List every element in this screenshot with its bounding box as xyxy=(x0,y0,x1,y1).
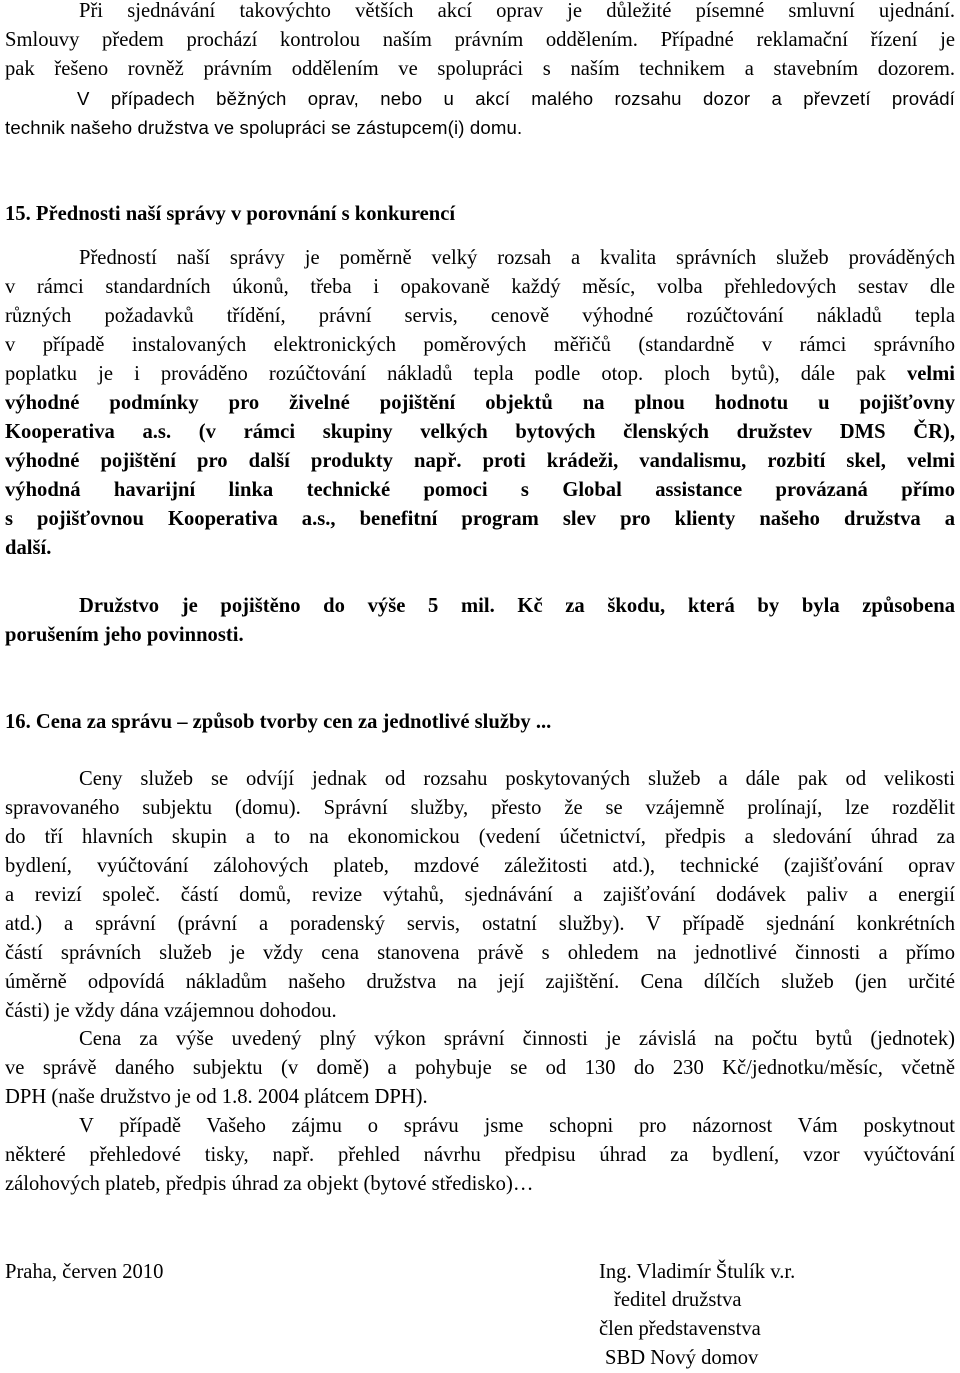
section-16-paragraph-3 xyxy=(5,1112,955,1199)
intro-paragraph-1 xyxy=(5,0,955,84)
text-line: Předností naší správy je poměrně velký rozsah a kvalita správních služeb prováděných xyxy=(79,247,955,269)
text-line: spravovaného subjektu (domu). Správní služby, přesto že se vzájemně prolínají, lze rozdělit xyxy=(5,797,955,819)
text-line-bold: s pojišťovnou Kooperativa a.s., benefitní program slev pro klienty našeho družstva a xyxy=(5,508,955,530)
text-line: ve správě daného subjektu (v domě) a pohybuje se od 130 do 230 Kč/jednotku/měsíc, včetně xyxy=(5,1057,955,1079)
text-line: částí správních služeb je vždy cena stanovena právě s ohledem na jednotlivé činnosti a přímo xyxy=(5,942,955,964)
signature-title: ředitel družstva xyxy=(614,1289,742,1311)
text-line: Ceny služeb se odvíjí jednak od rozsahu poskytovaných služeb a dále pak od velikosti xyxy=(79,768,955,790)
text-line-bold: výhodné pojištění pro další produkty např. proti krádeži, vandalismu, rozbití skel, velmi xyxy=(5,450,955,472)
text-segment-bold: velmi xyxy=(906,363,955,385)
text-line: a revizí společ. částí domů, revize výtahů, sjednávání a zajišťování dodávek paliv a energií xyxy=(5,884,955,906)
text-line-bold: Družstvo je pojištěno do výše 5 mil. Kč za škodu, která by byla způsobena xyxy=(79,595,955,617)
text-line: do tří hlavních skupin a to na ekonomickou (vedení účetnictví, předpis a sledování úhrad za xyxy=(5,826,955,848)
section-16-paragraph-2 xyxy=(5,1025,955,1112)
section-16-paragraph-1 xyxy=(5,765,955,1026)
text-line: Smlouvy předem prochází kontrolou naším právním oddělením. Případné reklamační řízení je xyxy=(5,29,955,51)
text-line-bold: porušením jeho povinnosti. xyxy=(5,624,244,646)
text-line: části) je vždy dána vzájemnou dohodou. xyxy=(5,1000,337,1022)
text-line: zálohových plateb, předpis úhrad za objekt (bytové středisko)… xyxy=(5,1173,534,1195)
text-segment: poplatku je i prováděno rozúčtování nákladů tepla podle otop. ploch bytů), dále pak xyxy=(5,363,886,385)
text-line: v případě instalovaných elektronických poměrových měřičů (standardně v rámci správního xyxy=(5,334,955,356)
section-15-heading: 15. Přednosti naší správy v porovnání s konkurencí xyxy=(5,203,456,225)
text-line-bold: další. xyxy=(5,537,52,559)
signature-name: Ing. Vladimír Štulík v.r. xyxy=(599,1261,796,1283)
place-date: Praha, červen 2010 xyxy=(5,1261,164,1283)
text-line: pak řešeno rovněž právním oddělením ve spolupráci s naším technikem a stavebním dozorem. xyxy=(5,58,955,80)
text-line-bold: výhodná havarijní linka technické pomoci s Global assistance provázaná přímo xyxy=(5,479,955,501)
text-line: DPH (naše družstvo je od 1.8. 2004 plátcem DPH). xyxy=(5,1086,428,1108)
text-line-bold: Kooperativa a.s. (v rámci skupiny velkých bytových členských družstev DMS ČR), xyxy=(5,421,955,443)
text-line: úměrně odpovídá nákladům našeho družstva na její zajištění. Cena dílčích služeb (jen určité xyxy=(5,971,955,993)
text-line-bold: výhodné podmínky pro živelné pojištění objektů na plnou hodnotu u pojišťovny xyxy=(5,392,955,414)
intro-paragraph-2 xyxy=(5,84,955,142)
section-15-body xyxy=(5,244,955,563)
signature-role: člen představenstva xyxy=(599,1318,761,1340)
text-line: V případech běžných oprav, nebo u akcí malého rozsahu dozor a převzetí provádí xyxy=(77,88,955,109)
text-line: technik našeho družstva ve spolupráci se zástupcem(i) domu. xyxy=(5,117,523,138)
signature-organization: SBD Nový domov xyxy=(605,1347,759,1369)
text-line: V případě Vašeho zájmu o správu jsme schopni pro názornost Vám poskytnout xyxy=(79,1115,955,1137)
insurance-paragraph xyxy=(5,592,955,650)
text-line: různých požadavků třídění, právní servis, cenově výhodné rozúčtování nákladů tepla xyxy=(5,305,955,327)
text-line xyxy=(5,360,955,389)
text-line: Při sjednávání takovýchto větších akcí oprav je důležité písemné smluvní ujednání. xyxy=(79,0,955,22)
section-16-heading: 16. Cena za správu – způsob tvorby cen za jednotlivé služby ... xyxy=(5,711,552,733)
text-line: bydlení, vyúčtování zálohových plateb, mzdové záležitosti atd.), technické (zajišťování oprav xyxy=(5,855,955,877)
text-line: v rámci standardních úkonů, třeba i opakovaně každý měsíc, volba přehledových sestav dle xyxy=(5,276,955,298)
text-line: některé přehledové tisky, např. přehled návrhu předpisu úhrad za bydlení, vzor vyúčtování xyxy=(5,1144,955,1166)
text-line: atd.) a správní (právní a poradenský servis, ostatní služby). V případě sjednání konkrétních xyxy=(5,913,955,935)
text-line: Cena za výše uvedený plný výkon správní činnosti je závislá na počtu bytů (jednotek) xyxy=(79,1028,955,1050)
